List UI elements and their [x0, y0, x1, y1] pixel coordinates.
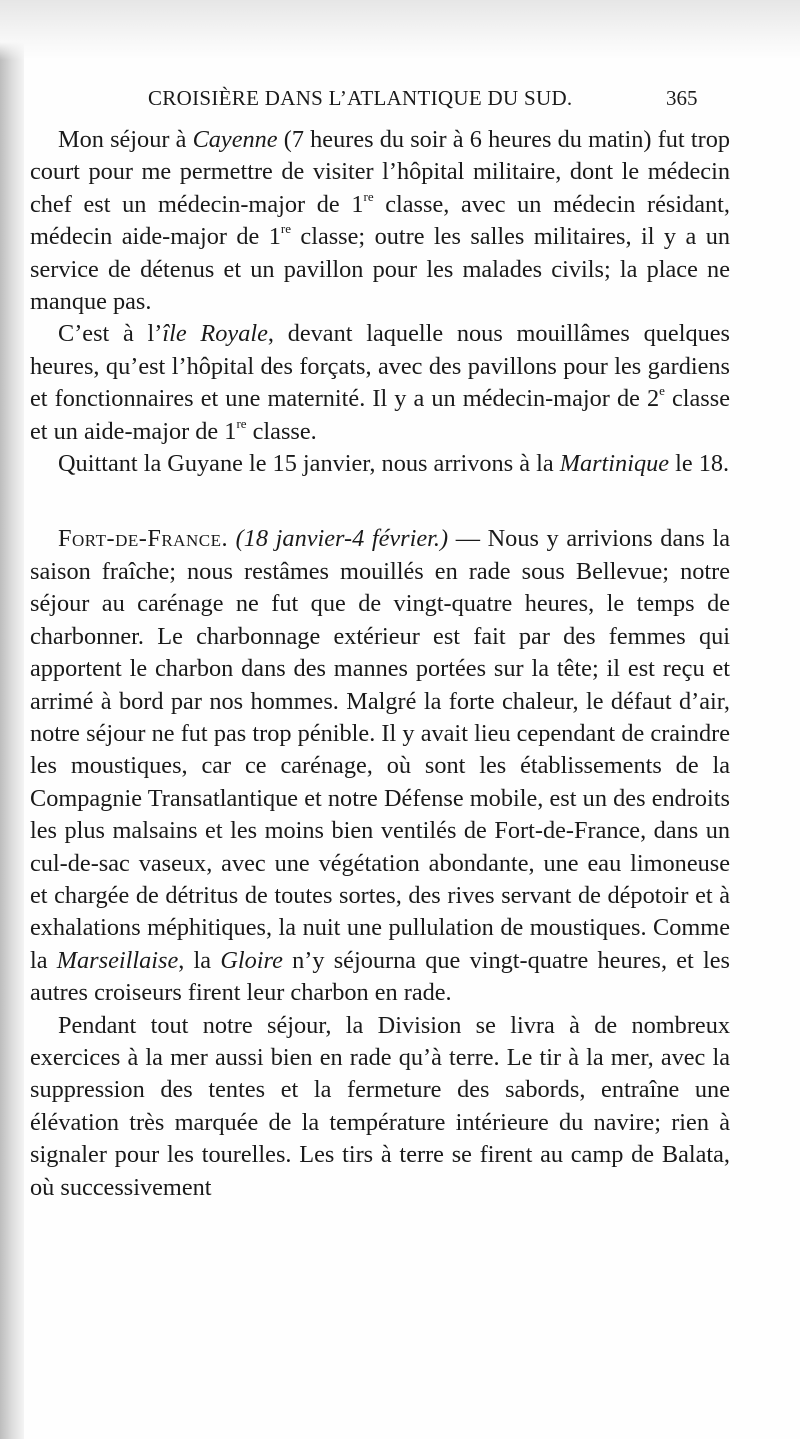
text-run: classe, avec un médecin résidant, médecin aide-major de 1 [30, 190, 731, 251]
paragraph-cayenne [30, 124, 730, 318]
text-run: (7 heures du soir à 6 heures du matin) fut trop court pour me permettre de visiter l’hôpital militaire, dont le médecin chef est un médecin-major de 1 [30, 126, 730, 218]
place-name-ile-royale: île Royale [162, 320, 268, 348]
page-body [30, 124, 730, 1204]
text-run: classe et un aide-major de 1 [30, 385, 731, 445]
text-run: , la [178, 946, 221, 974]
ordinal-superscript: e [659, 383, 665, 399]
ordinal-superscript: re [363, 188, 374, 204]
text-run: — Nous y arrivions dans la saison fraîche; nous restâmes mouillés en rade sous Bellevue; notre séjour au carénage ne fut que de vingt-quatre heures, le temps de charbonner. Le charbonnage extérieur est fait par des femmes qui apportent le charbon dans des mannes portées sur la tête; il est reçu et arrimé à bord par nos hommes. Malgré la forte chaleur, le défaut d’air, notre séjour ne fut pas trop pénible. Il y avait lieu cependant de craindre les moustiques, car ce carénage, où sont les établissements de la Compagnie Transatlantique et notre Défense mobile, est un des endroits les plus malsains et les moins bien ventilés de Fort-de-France, dans un cul-de-sac vaseux, avec une végétation abondante, une eau limoneuse et chargée de détritus de toutes sortes, des rives servant de dépotoir et à exhalations méphitiques, la nuit une pullulation de moustiques. Comme la [30, 525, 730, 974]
paragraph-exercices: Pendant tout notre séjour, la Division se livra à de nombreux exercices à la mer aussi bien en rade qu’à terre. Le tir à la mer, avec la suppression des tentes et la fermeture des sabords, entraîne une élévation très marquée de la température intérieure du navire; rien à signaler pour les tourelles. Les tirs à terre se firent au camp de Balata, où successivement [30, 1011, 730, 1201]
text-run: C’est à l’ [58, 320, 163, 348]
ship-name-marseillaise: Marseillaise [56, 946, 179, 974]
page-number: 365 [666, 86, 698, 110]
text-run: classe; outre les salles militaires, il y a un service de détenus et un pavillon pour les malades civils; la place ne manque pas. [30, 223, 730, 316]
section-heading: Fort-de-France. [58, 525, 229, 553]
page-top-shadow [0, 0, 800, 60]
text-run: le 18. [669, 450, 730, 478]
ship-name-gloire: Gloire [220, 946, 283, 974]
section-gap [30, 480, 730, 523]
running-title: CROISIÈRE DANS L’ATLANTIQUE DU SUD. [148, 86, 573, 110]
text-run: n’y séjourna que vingt-quatre heures, et les autres croiseurs firent leur charbon en rade. [30, 946, 730, 1007]
paragraph-fort-de-france [30, 523, 730, 1009]
section-dates: (18 janvier-4 février.) [235, 525, 449, 553]
ordinal-superscript: re [236, 415, 247, 431]
paragraph-ile-royale [30, 318, 730, 448]
page-header [0, 86, 800, 116]
text-run: Mon séjour à [58, 126, 193, 153]
paragraph-guyane [30, 448, 730, 480]
ordinal-superscript: re [280, 221, 291, 237]
text-run: classe. [246, 417, 317, 445]
place-name-cayenne: Cayenne [192, 126, 278, 153]
page-gutter-shadow [0, 0, 24, 1439]
text-run: , devant laquelle nous mouillâmes quelques heures, qu’est l’hôpital des forçats, avec des pavillons pour les gardiens et fonctionnaires et une maternité. Il y a un médecin-major de 2 [30, 320, 731, 413]
text-run: Quittant la Guyane le 15 janvier, nous arrivons à la [58, 450, 560, 478]
place-name-martinique: Martinique [559, 450, 670, 478]
